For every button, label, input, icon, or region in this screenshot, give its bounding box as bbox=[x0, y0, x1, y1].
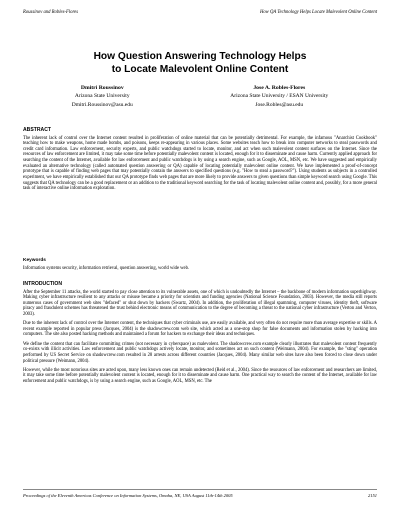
author-block bbox=[23, 84, 377, 109]
header-authors: Roussinov and Robles-Flores bbox=[23, 10, 79, 15]
intro-paragraph-4: However, while the most notorious sites are acted upon, many less known ones can remain undetected (Reid et al., 2004). Since the resources of law enforcement and researchers are limited, it may take some time before potentially malevolent content is located, enough for it to disseminate and cause harm. One practical way to search the content of the Internet, available for law enforcement and public watchdogs, is by using a search engine, such as Google, AOL, MSN, etc. The bbox=[23, 367, 377, 384]
introduction-heading: INTRODUCTION bbox=[23, 281, 63, 287]
author-email: Dmitri.Roussinov@asu.edu bbox=[71, 101, 133, 108]
footer-proceedings: Proceedings of the Eleventh Americas Conference on Information Systems, Omaha, NE, USA August 11th-14th 2005 bbox=[23, 493, 233, 498]
title-line-1: How Question Answering Technology Helps bbox=[93, 51, 307, 62]
intro-paragraph-1: After the September 11 attacks, the world started to pay close attention to its vulnerable assets, one of which is undoubtedly the Internet – the backbone of modern information superhighway. Making cyber infrastructure resilient to any attacks or misuse became a priority for scientists and funding agencies (National Science Foundation, 2003). However, the media still reports numerous cases of government web sites "defaced" or shut down by hackers (Swartz, 2004). In addition, the proliferation of illegal spamming, computer viruses, identity theft, software piracy and fraudulent schemes has threatened the trust behind electronic means of communication to the degree of becoming a threat to the national cyber infrastructure (Verton and Verton, 2003). bbox=[23, 289, 377, 318]
author-email: Jose.Robles@asu.edu bbox=[255, 101, 304, 108]
introduction-section bbox=[23, 281, 377, 388]
header-short-title: How QA Technology Helps Locate Malevolent Online Content bbox=[259, 10, 377, 15]
title-line-2: to Locate Malevolent Online Content bbox=[111, 63, 289, 75]
intro-paragraph-2: Due to the inherent lack of control over the Internet content, the techniques that cyber criminals use, are easily available, and very often do not require more than average expertise or skills. A recent example reported in popular press (Jacques, 2004) is the shadowcrew.com web site, which acted as a one-stop shop for false documents and information stolen by hacking into computers. The site also posted hacking methods and maintained a forum for hackers to exchange their ideas and techniques. bbox=[23, 321, 377, 338]
keywords-section bbox=[23, 258, 377, 271]
author-affiliation: Arizona State University bbox=[74, 93, 130, 100]
abstract-heading: ABSTRACT bbox=[23, 127, 52, 133]
author-1 bbox=[72, 84, 133, 109]
author-name: Jose A. Robles-Flores bbox=[253, 85, 306, 91]
abstract-text: The inherent lack of control over the Internet content resulted in proliferation of online material that can be potentially detrimental. For example, the infamous "Anarchist Cookbook" teaching how to make weapons, home made bombs, and poisons, keeps re-appearing in various places. Some websites teach how to break into computer networks to steal passwords and credit card information. Law enforcement, security experts, and public watchdogs started to locate, monitor, and act when such malevolent content surfaces on the Internet. Since the resources of law enforcement are limited, it may take some time before potentially malevolent content is located, enough for it to disseminate and cause harm. Currently applied approach for searching the content of the Internet, available for law enforcement and public watchdogs is by using a search engine, such as Google, AOL, MSN, etc. We have suggested and empirically evaluated an alternative technology (called automated question answering or QA) capable of locating potentially malevolent online content. We have implemented a proof-of-concept prototype that is capable of finding web pages that may potentially contain the answers to specified questions (e.g. "How to steal a password?"). Using students as subjects in a controlled experiment, we have empirically established that our QA prototype finds web pages that are more likely to provide answers to given questions than simple keyword search using Google. This suggests that QA technology can be a good replacement or an addition to the traditional keyword searching for the task of locating malevolent online content and, possibly, for a more general task of interactive online information exploration. bbox=[23, 135, 377, 192]
author-affiliation: Arizona State University / ESAN University bbox=[230, 93, 329, 100]
keywords-text: Information systems security, information retrieval, question answering, world wide web. bbox=[23, 265, 190, 271]
abstract-section bbox=[23, 127, 377, 195]
page-number: 2151 bbox=[368, 493, 377, 498]
author-2 bbox=[230, 84, 328, 109]
author-name: Dmitri Roussinov bbox=[80, 85, 124, 91]
keywords-heading: Keywords bbox=[23, 258, 46, 263]
footer-divider bbox=[23, 489, 377, 490]
page-footer bbox=[23, 493, 377, 498]
paper-title bbox=[23, 51, 377, 76]
running-header bbox=[23, 10, 377, 15]
intro-paragraph-3: We define the content that can facilitate committing crimes (not necessary in cyberspace) as malevolent. The shadowcrew.com example clearly illustrates that malevolent content frequently co-exists with illicit activities. Law enforcement and public watchdogs actively locate, monitor, and sometimes act on such content (Weimann, 2004). For example, the "sting" operation performed by US Secret Service on shadowcrew.com resulted in 28 arrests across different countries (Jacques, 2004). Many similar web sites have also been forced to close down under political pressure (Weimann, 2004). bbox=[23, 341, 377, 364]
